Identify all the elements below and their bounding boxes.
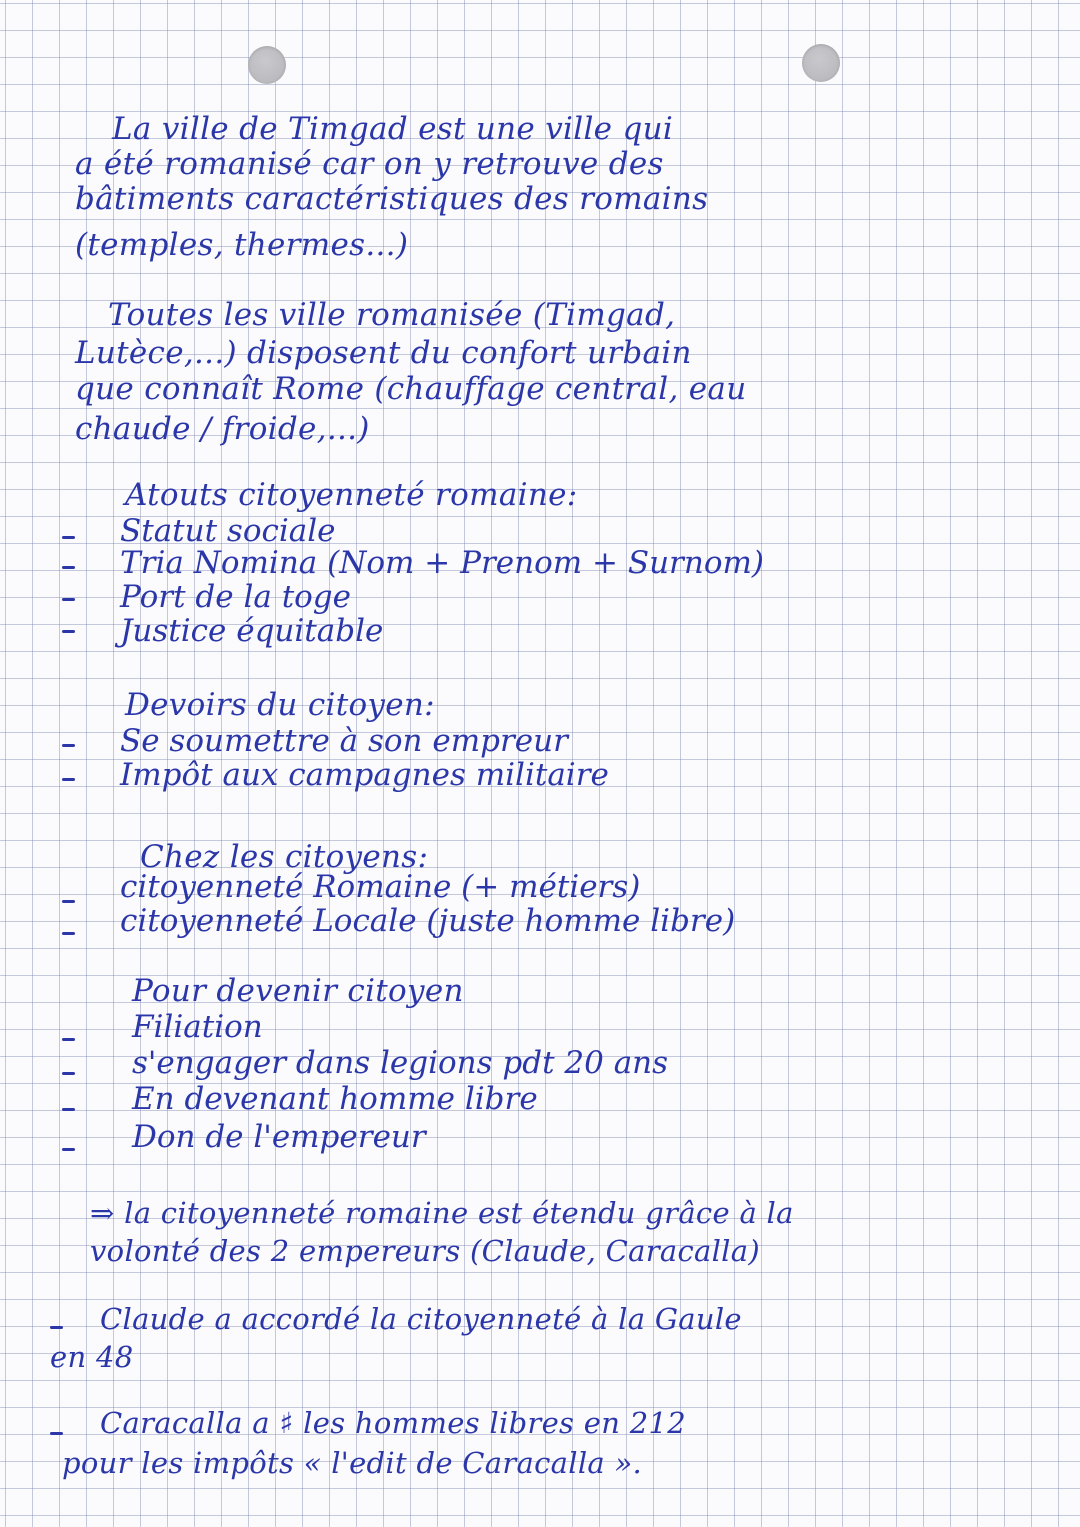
bullet-dash — [62, 566, 75, 569]
intro-line-4: (temples, thermes...) — [75, 227, 409, 263]
atouts-item-4: Justice équitable — [120, 613, 384, 649]
bullet-dash — [50, 1432, 63, 1435]
binder-hole-left — [248, 46, 286, 84]
devenir-item-3: En devenant homme libre — [132, 1081, 538, 1117]
bullet-dash — [62, 536, 75, 539]
devenir-item-2: s'engager dans legions pdt 20 ans — [132, 1045, 669, 1081]
devenir-item-1: Filiation — [132, 1009, 263, 1045]
bullet-dash — [62, 900, 75, 903]
confort-line-2: Lutèce,...) disposent du confort urbain — [75, 335, 692, 371]
intro-line-1: La ville de Timgad est une ville qui — [112, 111, 674, 147]
claude-line-2: en 48 — [50, 1340, 134, 1374]
caracalla-line-1: Caracalla a ♯ les hommes libres en 212 — [100, 1406, 686, 1440]
caracalla-line-2: pour les impôts « l'edit de Caracalla ». — [62, 1446, 643, 1480]
citoyens-item-2: citoyenneté Locale (juste homme libre) — [120, 903, 736, 939]
atouts-item-3: Port de la toge — [120, 579, 352, 615]
conclusion-line-2: volonté des 2 empereurs (Claude, Caracalla) — [90, 1234, 760, 1268]
bullet-dash — [62, 932, 75, 935]
devenir-title: Pour devenir citoyen — [132, 973, 464, 1009]
bullet-dash — [62, 1148, 75, 1151]
bullet-dash — [62, 1108, 75, 1111]
devoirs-item-1: Se soumettre à son empreur — [120, 723, 568, 759]
bullet-dash — [62, 1072, 75, 1075]
bullet-dash — [62, 778, 75, 781]
binder-hole-right — [802, 44, 840, 82]
claude-line-1: Claude a accordé la citoyenneté à la Gaule — [100, 1302, 742, 1336]
devoirs-title: Devoirs du citoyen: — [125, 687, 435, 723]
confort-line-3: que connaît Rome (chauffage central, eau — [75, 371, 747, 407]
bullet-dash — [62, 598, 75, 601]
bullet-dash — [50, 1326, 63, 1329]
devoirs-item-2: Impôt aux campagnes militaire — [120, 757, 609, 793]
conclusion-line-1: ⇒ la citoyenneté romaine est étendu grâce à la — [90, 1196, 794, 1230]
citoyens-title: Chez les citoyens: — [140, 839, 429, 875]
citoyens-item-1: citoyenneté Romaine (+ métiers) — [120, 869, 641, 905]
bullet-dash — [62, 1038, 75, 1041]
confort-line-1: Toutes les ville romanisée (Timgad, — [108, 297, 676, 333]
devenir-item-4: Don de l'empereur — [132, 1119, 426, 1155]
intro-line-2: a été romanisé car on y retrouve des — [75, 146, 664, 182]
confort-line-4: chaude / froide,...) — [75, 411, 370, 447]
intro-line-3: bâtiments caractéristiques des romains — [75, 181, 709, 217]
atouts-title: Atouts citoyenneté romaine: — [125, 477, 578, 513]
bullet-dash — [62, 744, 75, 747]
atouts-item-1: Statut sociale — [120, 513, 336, 549]
bullet-dash — [62, 630, 75, 633]
atouts-item-2: Tria Nomina (Nom + Prenom + Surnom) — [120, 545, 764, 581]
